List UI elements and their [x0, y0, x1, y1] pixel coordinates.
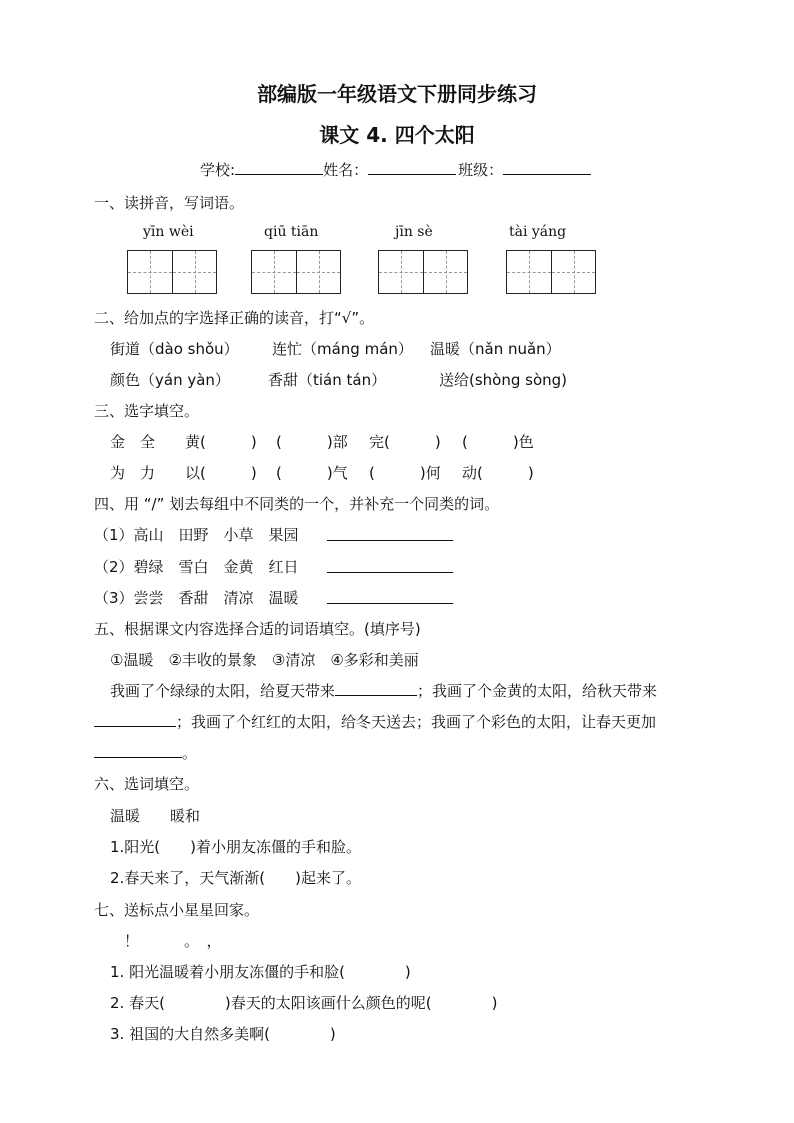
blank-autumn[interactable] — [94, 712, 176, 727]
section-3-heading: 三、选字填空。 — [94, 402, 200, 420]
class-label: 班级： — [458, 161, 504, 179]
sentence-1[interactable]: 1.阳光( )着小朋友冻僵的手和脸。 — [110, 838, 362, 856]
section-2-heading: 二、给加点的字选择正确的读音，打“√”。 — [94, 309, 375, 327]
choice-lianmang[interactable]: 连忙（máng mán） — [272, 340, 413, 358]
lesson-title: 课文 4. 四个太阳 — [319, 123, 475, 147]
name-blank[interactable] — [368, 160, 456, 175]
section-6-heading: 六、选词填空。 — [94, 775, 200, 793]
passage-text-3: ；我画了个红红的太阳，给冬天送去；我画了个彩色的太阳，让春天更加 — [176, 713, 657, 731]
group-2-answer[interactable] — [327, 572, 453, 573]
passage-text-2: ；我画了个金黄的太阳，给秋天带来 — [417, 682, 658, 700]
fill-r1-c[interactable]: 完( ) — [369, 433, 441, 451]
choice-wennuan[interactable]: 温暖（nǎn nuǎn） — [430, 340, 561, 358]
choice-jiedao[interactable]: 街道（dào shǒu） — [110, 340, 239, 358]
group-1-answer[interactable] — [327, 540, 453, 541]
writing-grid-1[interactable] — [127, 250, 217, 294]
passage-line-2 — [94, 711, 656, 732]
word-choices: 温暖 暖和 — [110, 807, 201, 825]
fill-r1-d[interactable]: ( )色 — [462, 433, 534, 451]
passage-line-3 — [94, 742, 197, 763]
fill-r1-b[interactable]: ( )部 — [276, 433, 348, 451]
class-blank[interactable] — [503, 160, 591, 175]
group-3-answer[interactable] — [327, 603, 453, 604]
fill-r2-b[interactable]: ( )气 — [276, 464, 348, 482]
punctuation-marks[interactable]: ！ 。 ， — [124, 932, 222, 950]
name-label: 姓名： — [323, 161, 369, 179]
passage-line-1 — [110, 680, 657, 701]
pinyin-1: yīn wèi — [143, 224, 194, 240]
fill-r2-d[interactable]: 动( ) — [462, 464, 534, 482]
group-2[interactable]: （2）碧绿 雪白 金黄 红日 — [94, 558, 299, 576]
punct-sentence-2[interactable]: 2. 春天( )春天的太阳该画什么颜色的呢( ) — [110, 994, 498, 1012]
pinyin-3: jīn sè — [395, 224, 433, 240]
choice-xiangtian[interactable]: 香甜（tián tán） — [268, 371, 387, 389]
word-options: ①温暖 ②丰收的景象 ③清凉 ④多彩和美丽 — [110, 651, 419, 669]
group-1[interactable]: （1）高山 田野 小草 果园 — [94, 526, 299, 544]
writing-grid-3[interactable] — [378, 250, 468, 294]
passage-text-1: 我画了个绿绿的太阳，给夏天带来 — [110, 682, 336, 700]
fill-r2-c[interactable]: ( )何 — [369, 464, 441, 482]
section-1-heading: 一、读拼音，写词语。 — [94, 194, 245, 212]
fill-r2-a[interactable]: 为 力 以( ) — [110, 464, 257, 482]
page-title: 部编版一年级语文下册同步练习 — [257, 82, 537, 106]
info-line — [200, 159, 591, 180]
blank-summer[interactable] — [335, 681, 417, 696]
pinyin-4: tài yáng — [509, 224, 567, 240]
punct-sentence-3[interactable]: 3. 祖国的大自然多美啊( ) — [110, 1025, 336, 1043]
passage-text-4: 。 — [182, 744, 198, 762]
group-3[interactable]: （3）尝尝 香甜 清凉 温暖 — [94, 589, 299, 607]
writing-grid-2[interactable] — [251, 250, 341, 294]
blank-spring[interactable] — [94, 743, 182, 758]
school-label: 学校: — [200, 161, 236, 179]
fill-r1-a[interactable]: 金 全 黄( ) — [110, 433, 257, 451]
school-blank[interactable] — [235, 160, 323, 175]
pinyin-2: qiū tiān — [264, 224, 319, 240]
section-5-heading: 五、根据课文内容选择合适的词语填空。(填序号) — [94, 620, 421, 638]
choice-songgei[interactable]: 送给(shòng sòng) — [439, 371, 568, 389]
sentence-2[interactable]: 2.春天来了，天气渐渐( )起来了。 — [110, 869, 362, 887]
punct-sentence-1[interactable]: 1. 阳光温暖着小朋友冻僵的手和脸( ) — [110, 963, 411, 981]
section-7-heading: 七、送标点小星星回家。 — [94, 901, 260, 919]
section-4-heading: 四、用 “/” 划去每组中不同类的一个，并补充一个同类的词。 — [94, 495, 500, 513]
writing-grid-4[interactable] — [506, 250, 596, 294]
choice-yanse[interactable]: 颜色（yán yàn） — [110, 371, 230, 389]
